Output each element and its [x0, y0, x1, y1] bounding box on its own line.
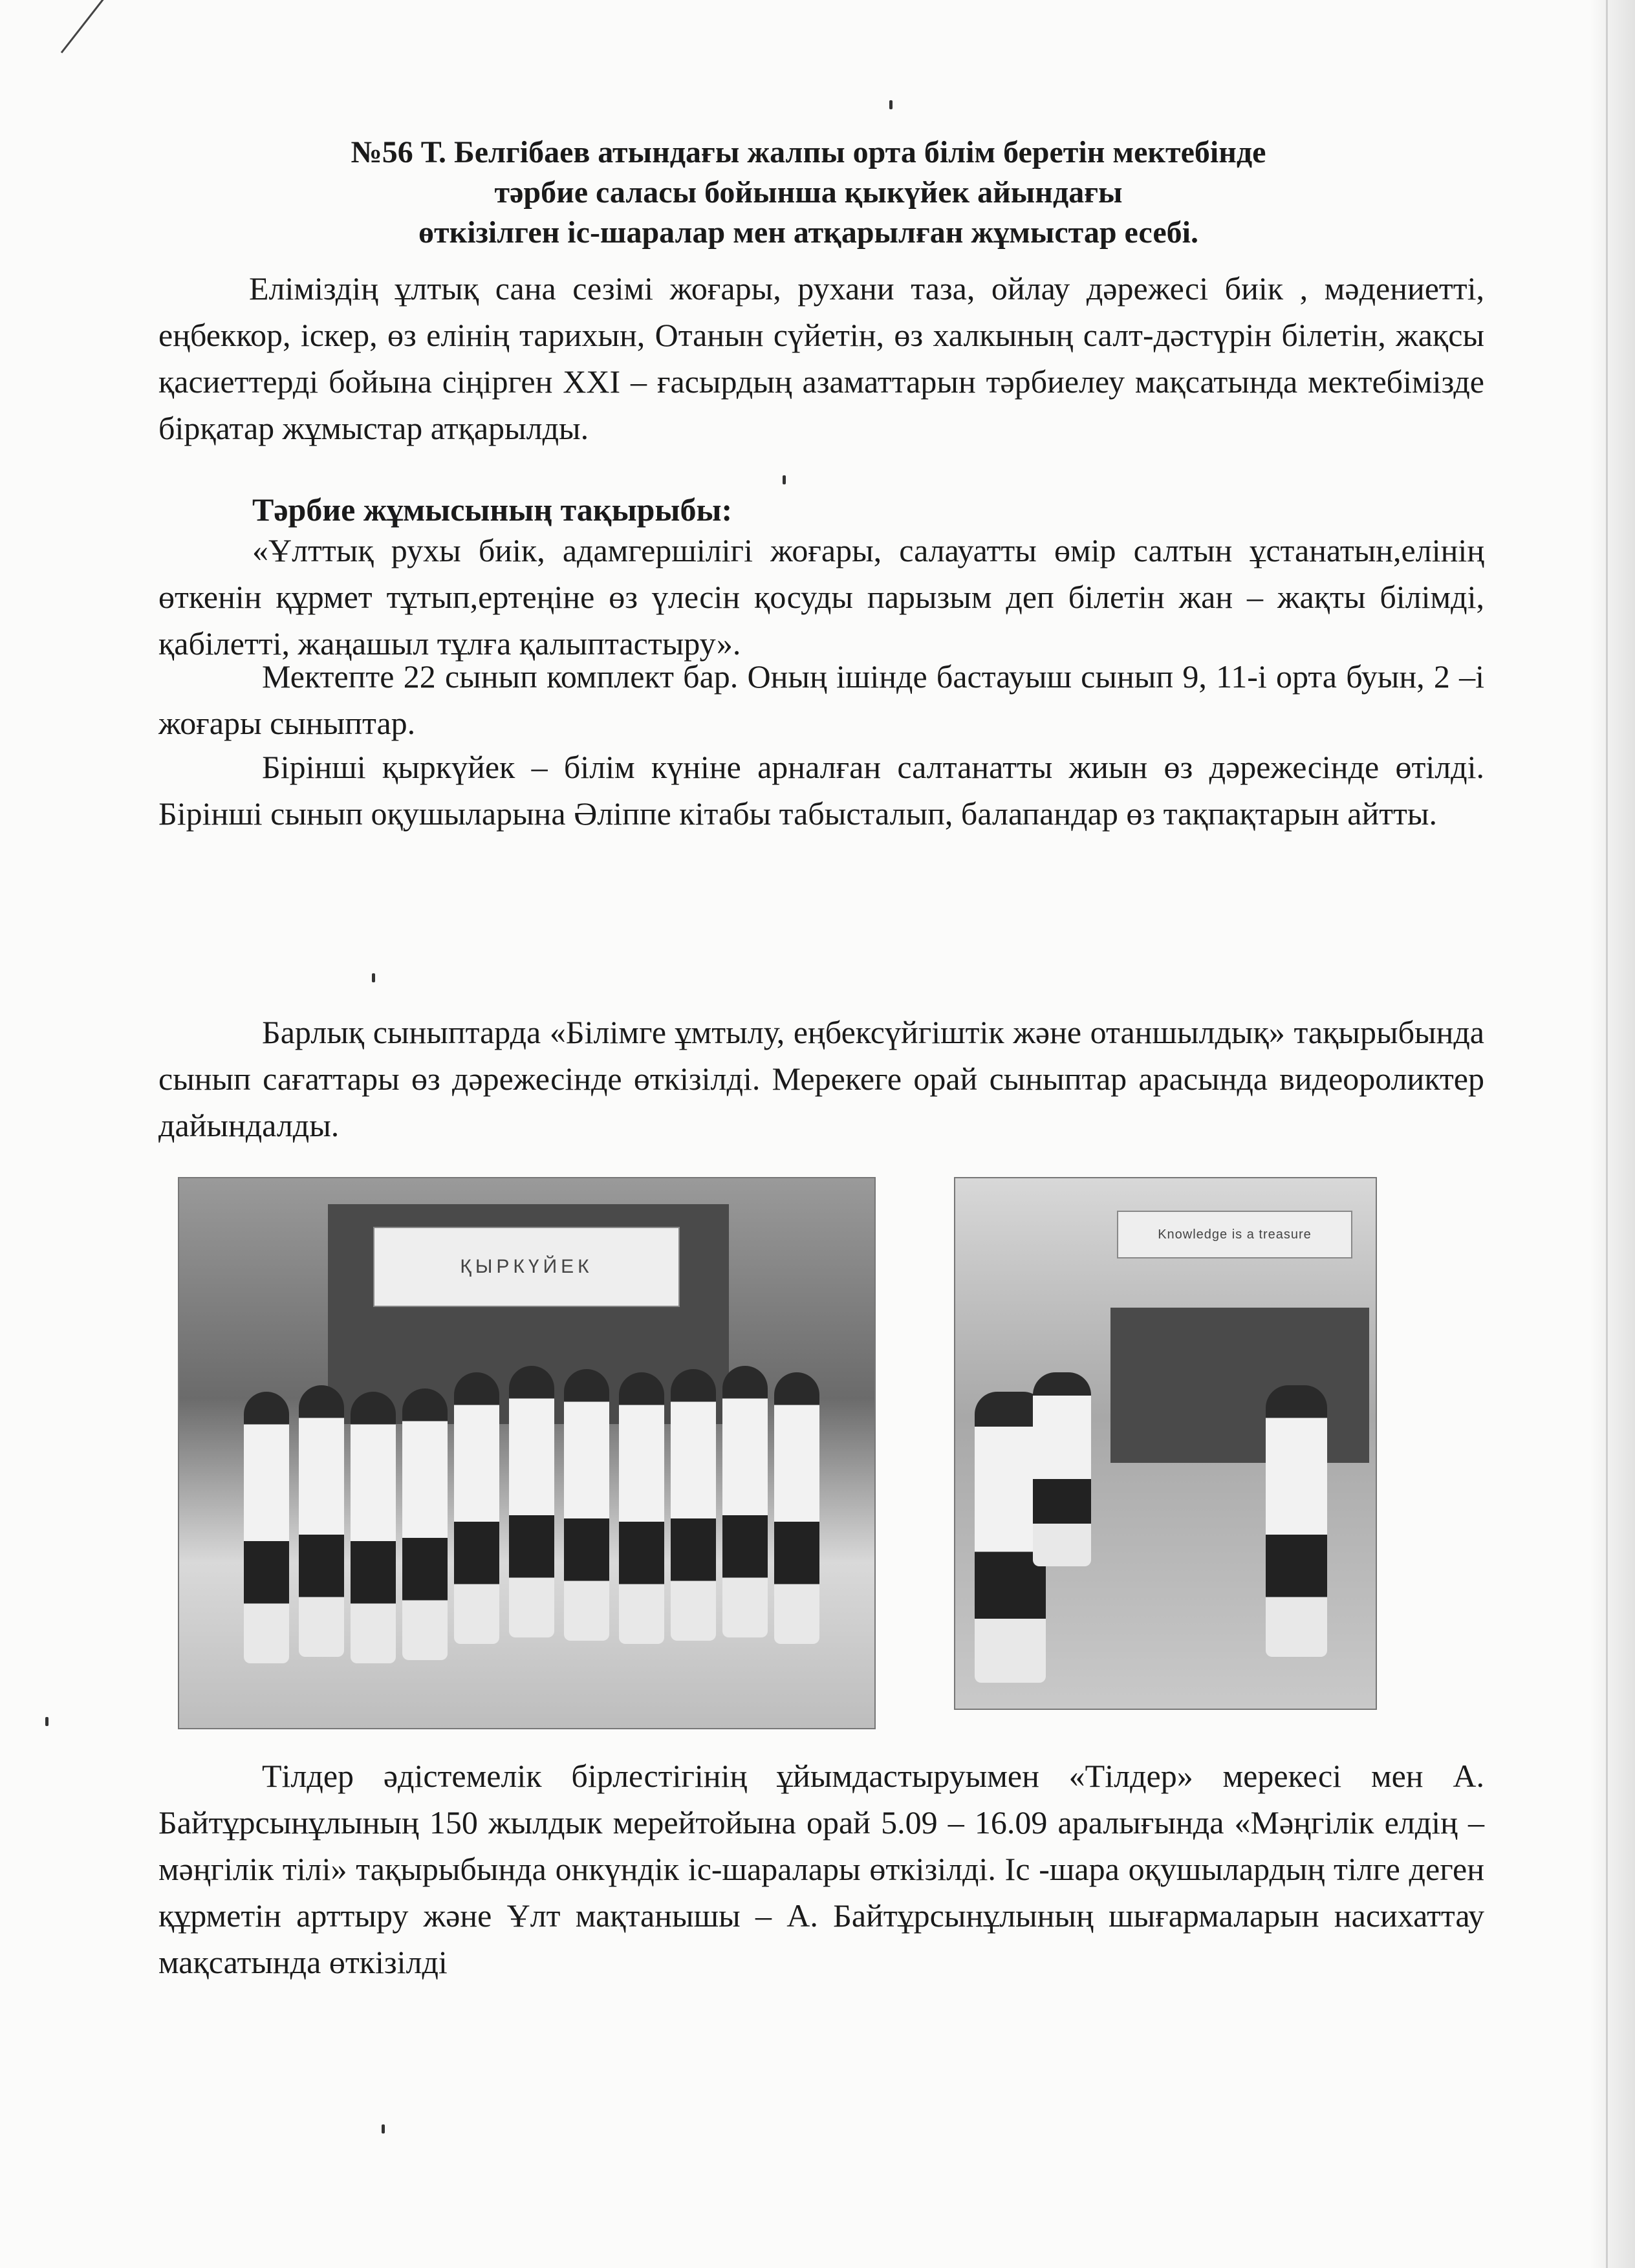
- languages-festival-paragraph: Тілдер әдістемелік бірлестігінің ұйымдастыруымен «Тілдер» мерекесі мен А. Байтұрсынұлының 150 жылдык мерейтойына орай 5.09 – 16.09 аралығында «Мәңгілік елдің – мәңгілік тілі» тақырыбында онкүндік іс-шаралары өткізілді. Іс -шара оқушылардың тілге деген құрметін арттыру және Ұлт мақтанышы – А. Байтұрсынұлының шығармаларын насихаттау мақсатында өткізілді: [158, 1758, 1484, 1980]
- chalkboard: [1110, 1308, 1369, 1463]
- classroom-banner: Knowledge is a treasure: [1117, 1211, 1352, 1258]
- document-title: [194, 133, 1423, 253]
- scan-speck: [889, 100, 893, 109]
- theme-quote: «Ұлттық рухы биік, адамгершілігі жоғары, салауатты өмір салтын ұстанатын,елінің өткенін құрмет тұтып,ертеңіне өз үлесін қосуды парызым деп білетін жан – жақты білімді, қабілетті, жаңашыл тұлға қалыптастыру».: [158, 532, 1484, 662]
- scan-speck: [45, 1717, 49, 1726]
- title-line-3: өткізілген іс-шаралар мен атқарылған жұмыстар есебі.: [418, 215, 1198, 250]
- scan-edge-shadow: [1590, 0, 1635, 2268]
- theme-heading: Тәрбие жұмысының тақырыбы:: [252, 491, 733, 528]
- child-figure: [774, 1372, 819, 1644]
- knowledge-day-paragraph: Бірінші қыркүйек – білім күніне арналған салтанатты жиын өз дәрежесінде өтілді. Бірінші сынып оқушыларына Әліппе кітабы табысталып, балапандар өз тақпақтарын айтты.: [158, 749, 1484, 832]
- title-line-2: тәрбие саласы бойынша қыкүйек айындағы: [494, 175, 1123, 210]
- class-hours-paragraph: Барлық сыныптарда «Білімге ұмтылу, еңбексүйгіштік және отаншылдық» тақырыбында сынып сағаттары өз дәрежесінде өткізілді. Мерекеге орай сыныптар арасында видеороликтер дайындалды.: [158, 1014, 1484, 1143]
- child-figure: [671, 1369, 716, 1641]
- scan-edge-line: [1606, 0, 1608, 2268]
- classroom-lesson-photo: [954, 1177, 1377, 1710]
- class-count-paragraph: Мектепте 22 сынып комплект бар. Оның ішінде бастауыш сынып 9, 11-і орта буын, 2 –і жоғары сыныптар.: [158, 658, 1484, 741]
- child-figure: [619, 1372, 664, 1644]
- scan-speck: [372, 973, 375, 982]
- child-figure: [402, 1388, 448, 1660]
- child-figure: [509, 1366, 554, 1637]
- child-figure: [244, 1392, 289, 1663]
- pen-mark: [61, 0, 110, 53]
- student-figure: [1266, 1385, 1327, 1657]
- child-figure: [564, 1369, 609, 1641]
- scan-speck: [382, 2124, 385, 2133]
- scan-speck: [783, 475, 786, 484]
- first-graders-photo: [178, 1177, 876, 1729]
- child-figure: [454, 1372, 499, 1644]
- child-figure: [299, 1385, 344, 1657]
- child-figure: [722, 1366, 768, 1637]
- man-figure: [1033, 1372, 1091, 1566]
- intro-paragraph: Еліміздің ұлтық сана сезімі жоғары, рухани таза, ойлау дәрежесі биік , мәдениетті, еңбеккор, іскер, өз елінің тарихын, Отанын сүйетін, өз халкының салт-дәстүрін білетін, жақсы қасиеттерді бойына сіңірген XXI – ғасырдың азаматтарын тәрбиелеу мақсатында мектебімізде бірқатар жұмыстар атқарылды.: [158, 270, 1484, 446]
- title-line-1: №56 Т. Белгібаев атындағы жалпы орта білім беретін мектебінде: [351, 135, 1266, 169]
- child-figure: [351, 1392, 396, 1663]
- photo-banner: ҚЫРКҮЙЕК: [373, 1227, 680, 1307]
